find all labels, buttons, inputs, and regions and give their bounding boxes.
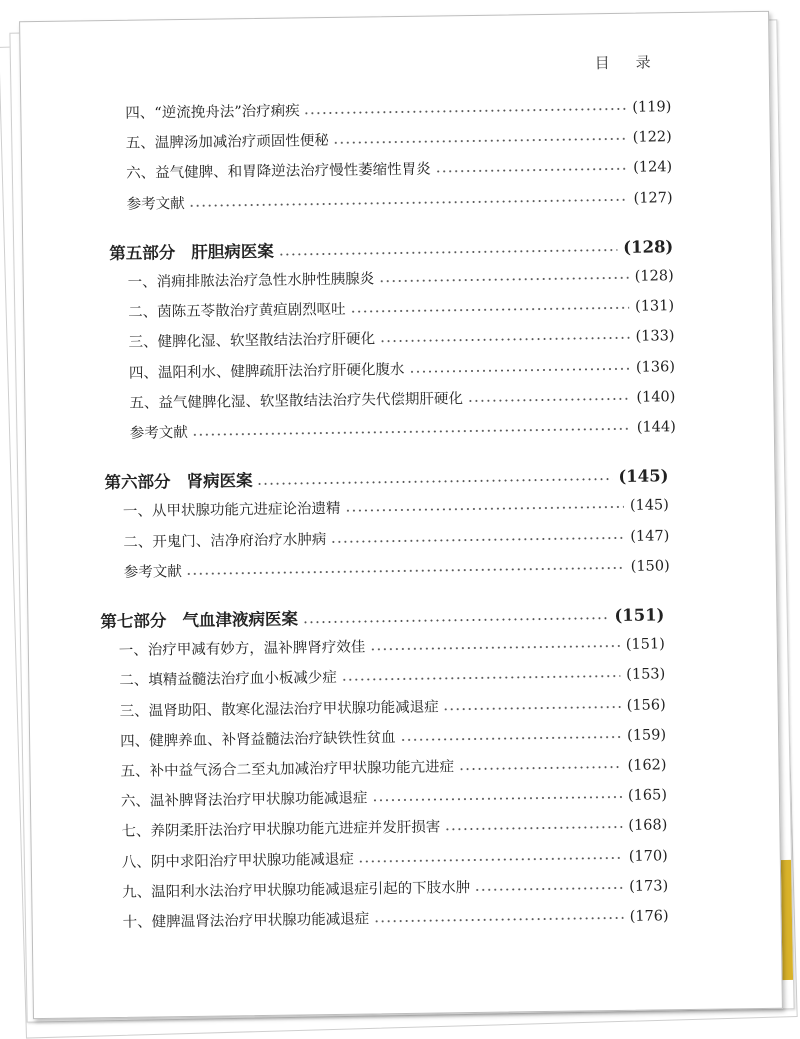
dot-leader	[257, 478, 613, 485]
dot-leader	[379, 337, 630, 342]
toc-entry	[121, 810, 667, 842]
page-number: (128)	[634, 268, 674, 285]
dot-leader	[458, 766, 622, 770]
section-number: 第五部分	[109, 242, 176, 263]
toc-entry	[123, 490, 669, 522]
entry-title: 五、补中益气汤合二至丸加减治疗甲状腺功能亢进症	[120, 759, 455, 780]
dot-leader	[186, 567, 625, 575]
toc-entry	[128, 321, 674, 353]
entry-title: 参考文献	[123, 563, 182, 581]
page-number: (145)	[629, 497, 670, 515]
entry-title: 五、益气健脾化湿、软坚散结法治疗失代偿期肝硬化	[129, 390, 463, 412]
page-number: (173)	[629, 878, 669, 895]
dot-leader	[189, 198, 628, 206]
entry-title: 十、健脾温肾法治疗甲状腺功能减退症	[122, 911, 370, 931]
page-number: (168)	[628, 817, 668, 835]
toc-entry	[126, 121, 672, 153]
dot-leader	[408, 367, 630, 372]
toc-entry	[122, 840, 668, 872]
entry-title: 六、温补脾肾法治疗甲状腺功能减退症	[120, 790, 368, 811]
entry-title: 三、健脾化湿、软坚散结法治疗肝硬化	[128, 331, 376, 352]
page-number: (140)	[636, 388, 676, 406]
section-name: 肝胆病医案	[191, 241, 274, 262]
entry-title: 参考文献	[126, 195, 185, 213]
page-number: (145)	[618, 466, 669, 487]
dot-leader	[369, 645, 620, 650]
toc-entry	[119, 659, 665, 691]
section-number: 第七部分	[100, 611, 167, 632]
entry-title: 六、益气健脾、和胃降逆法治疗慢性萎缩性胃炎	[126, 161, 431, 183]
toc-entry	[128, 290, 674, 322]
section-heading	[104, 459, 668, 493]
section-title	[109, 237, 278, 263]
dot-leader	[378, 277, 629, 282]
page-number: (165)	[627, 787, 668, 805]
page-number: (128)	[623, 236, 674, 257]
toc-entry	[126, 182, 672, 214]
page-number: (122)	[632, 129, 672, 146]
section-title	[100, 605, 302, 632]
dot-leader	[304, 108, 627, 115]
entry-title: 二、填精益髓法治疗血小板减少症	[119, 670, 337, 690]
toc-entry	[125, 91, 671, 123]
entry-title: 四、温阳利水、健脾疏肝法治疗肝硬化腹水	[128, 361, 405, 382]
entry-title: 七、养阴柔肝法治疗甲状腺功能亢进症并发肝损害	[121, 819, 441, 841]
toc-entry	[124, 550, 670, 582]
page-number: (151)	[625, 636, 665, 654]
dot-leader	[333, 138, 627, 144]
page-number: (136)	[635, 358, 676, 376]
entry-title: 三、温肾助阳、散寒化湿法治疗甲状腺功能减退症	[119, 699, 439, 720]
page-number: (153)	[626, 666, 666, 684]
page-number: (176)	[629, 908, 669, 925]
section-name: 肾病医案	[186, 471, 253, 492]
toc-entry	[121, 780, 667, 812]
toc-entry	[123, 520, 669, 552]
entry-title: 四、健脾养血、补肾益髓法治疗缺铁性贫血	[120, 729, 396, 750]
page-number: (151)	[614, 605, 665, 626]
toc-entry	[120, 719, 666, 751]
section-heading	[100, 598, 664, 632]
dot-leader	[330, 536, 624, 542]
page-number: (170)	[628, 847, 668, 865]
entry-title: 二、茵陈五苓散治疗黄疸剧烈呕吐	[128, 301, 346, 321]
page-number: (156)	[626, 696, 666, 714]
dot-leader	[344, 506, 624, 512]
entry-title: 四、“逆流挽舟法”治疗痢疾	[125, 103, 300, 122]
page-number: (127)	[633, 189, 673, 207]
dot-leader	[341, 675, 621, 681]
entry-title: 参考文献	[129, 424, 188, 442]
section-number: 第六部分	[104, 472, 171, 493]
page-number: (119)	[632, 99, 672, 116]
dot-leader	[302, 617, 608, 623]
toc-entry	[119, 629, 665, 661]
entry-title: 二、开鬼门、洁净府治疗水肿病	[123, 531, 327, 551]
toc-entry	[129, 351, 675, 383]
page-number: (124)	[633, 159, 673, 177]
toc-entry	[122, 870, 668, 902]
toc-entry	[120, 749, 666, 781]
section-name: 气血津液病医案	[182, 609, 299, 631]
entry-title: 八、阴中求阳治疗甲状腺功能减退症	[121, 851, 354, 871]
dot-leader	[443, 706, 621, 710]
entry-title: 一、治疗甲减有妙方，温补脾肾疗效佳	[118, 639, 366, 660]
running-head: 目录	[594, 53, 677, 73]
page-number: (131)	[635, 298, 675, 315]
dot-leader	[444, 826, 622, 830]
toc-entry	[128, 260, 674, 292]
dot-leader	[400, 736, 622, 741]
dot-leader	[278, 249, 617, 256]
dot-leader	[371, 796, 622, 801]
entry-title: 九、温阳利水法治疗甲状腺功能减退症引起的下肢水肿	[122, 879, 471, 901]
toc-entry	[122, 900, 668, 932]
page-number: (150)	[630, 558, 670, 575]
dot-leader	[192, 428, 631, 436]
dot-leader	[474, 887, 623, 891]
dot-leader	[467, 398, 631, 402]
toc-entry	[126, 152, 672, 184]
dot-leader	[350, 307, 630, 313]
toc-entry	[129, 381, 675, 413]
section-heading	[109, 230, 673, 264]
page-number: (147)	[630, 527, 670, 545]
page-number: (133)	[635, 328, 675, 346]
page-number: (144)	[636, 419, 676, 436]
dot-leader	[435, 168, 628, 173]
toc-entry	[130, 411, 676, 443]
page-number: (162)	[627, 757, 667, 774]
entry-title: 一、从甲状腺功能亢进症论治遗精	[122, 501, 341, 521]
dot-leader	[358, 857, 623, 863]
section-title	[104, 467, 256, 493]
toc-page	[19, 11, 783, 1019]
dot-leader	[373, 917, 624, 922]
entry-title: 一、消痈排脓法治疗急性水肿性胰腺炎	[127, 271, 375, 291]
page-number: (159)	[626, 727, 667, 744]
entry-title: 五、温脾汤加减治疗顽固性便秘	[125, 133, 329, 152]
toc-entry	[120, 689, 666, 721]
